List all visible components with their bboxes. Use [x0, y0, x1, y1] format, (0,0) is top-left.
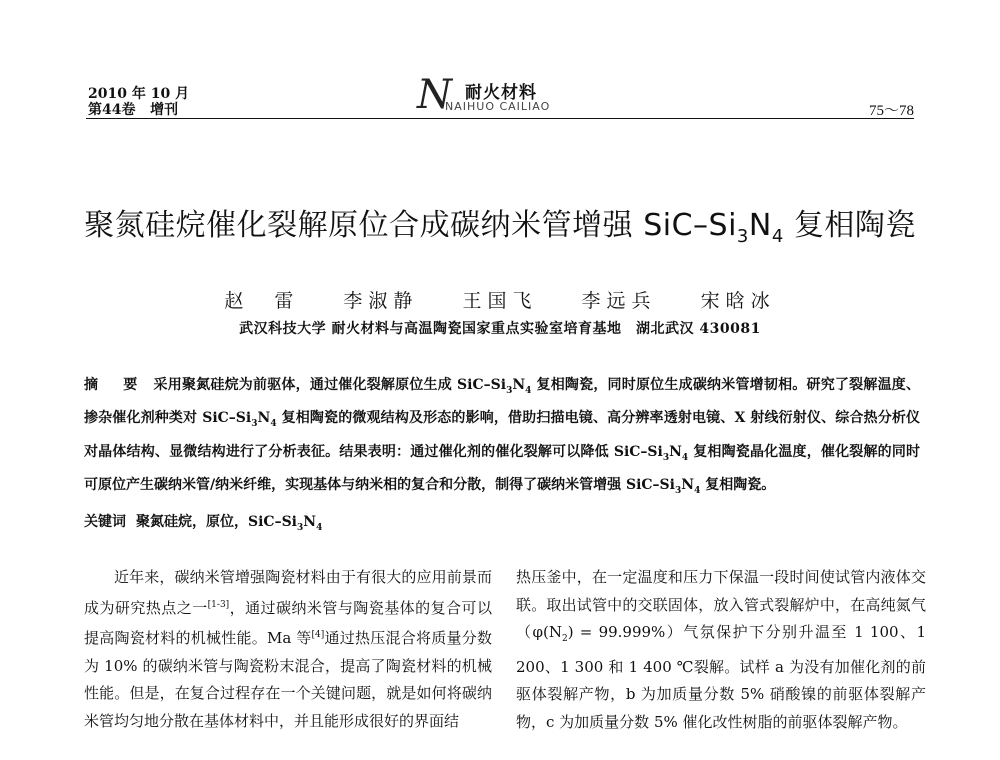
body-paragraph: 近年来，碳纳米管增强陶瓷材料由于有很大的应用前景而成为研究热点之一[1-3]，通过碳纳米管与陶瓷基体的复合可以提高陶瓷材料的机械性能。Ma 等[4]通过热压混合将质量分数为 10% 的碳纳米管与陶瓷粉末混合，提高了陶瓷材料的机械性能。但是，在复合过程存在一个关键问题，就是如何将碳纳米管均匀地分散在基体材料中，并且能形成很好的界面结: [84, 568, 492, 730]
affiliation: 武汉科技大学 耐火材料与高温陶瓷国家重点实验室培育基地 湖北武汉 430081: [239, 321, 761, 337]
logo-english-name: NAIHUO CAILIAO: [445, 100, 551, 113]
journal-logo: [415, 72, 585, 118]
citation: [1-3]: [207, 599, 230, 610]
author: 李远兵: [581, 290, 657, 312]
author-list: [0, 286, 1000, 313]
title-sub-1: 3: [736, 226, 749, 247]
header-rule: [86, 118, 914, 119]
abstract-label: 摘 要: [84, 377, 148, 393]
author: 李淑静: [343, 290, 419, 312]
keywords: 关键词 聚氮硅烷，原位，SiC–$Si_3N_4$: [84, 514, 323, 533]
abstract: 摘 要 采用聚氮硅烷为前驱体，通过催化裂解原位生成 SiC–$Si_3N_4$ 复相陶瓷，同时原位生成碳纳米管增韧相。研究了裂解温度、掺杂催化剂种类对 SiC–$Si_3N_4$ 复相陶瓷的微观结构及形态的影响，借助扫描电镜、高分辨率透射电镜、X 射线衍射仪、综合热分析仪对晶体结构、显微结构进行了分析表征。结果表明：通过催化剂的催化裂解可以降低 SiC–$Si_3N_4$ 复相陶瓷晶化温度，催化裂解的同时可原位产生碳纳米管/纳米纤维，实现基体与纳米相的复合和分散，制得了碳纳米管增强 SiC–$Si_3N_4$ 复相陶瓷。: [84, 377, 921, 496]
issue-info: [88, 86, 189, 118]
author: 赵 雷: [224, 290, 300, 312]
logo-chinese-name: 耐火材料: [465, 83, 537, 103]
body-paragraph: 热压釜中，在一定温度和压力下保温一段时间使试管内液体交联。取出试管中的交联固体，放入管式裂解炉中，在高纯氮气$(\varphi(N_2) = 99.999\%)$气氛保护下分别升温至 1 100、1 200、1 300 和 1 400 ℃裂解。试样 a 为没有加催化剂的前驱体裂解产物，b 为加质量分数 5% 硝酸镍的前驱体裂解产物，c 为加质量分数 5% 催化改性树脂的前驱体裂解产物。: [516, 568, 927, 731]
citation: [4]: [311, 630, 325, 640]
article-title: [0, 200, 1000, 247]
body-column-right: [516, 564, 926, 736]
body-column-left: [84, 564, 492, 735]
page-range: 75～78: [868, 103, 914, 119]
title-text-3: 复相陶瓷: [783, 208, 916, 243]
author: 王国飞: [462, 290, 538, 312]
title-text-2: N: [748, 208, 772, 243]
issue-volume: 第44卷 增刊: [88, 102, 179, 118]
title-sub-2: 4: [771, 226, 784, 247]
title-text-1: 聚氮硅烷催化裂解原位合成碳纳米管增强 SiC–Si: [84, 208, 737, 243]
keywords-label: 关键词: [84, 514, 126, 530]
issue-date: 2010 年 10 月: [88, 86, 190, 102]
logo-n-glyph-icon: N: [417, 72, 452, 118]
author: 宋晗冰: [700, 290, 776, 312]
